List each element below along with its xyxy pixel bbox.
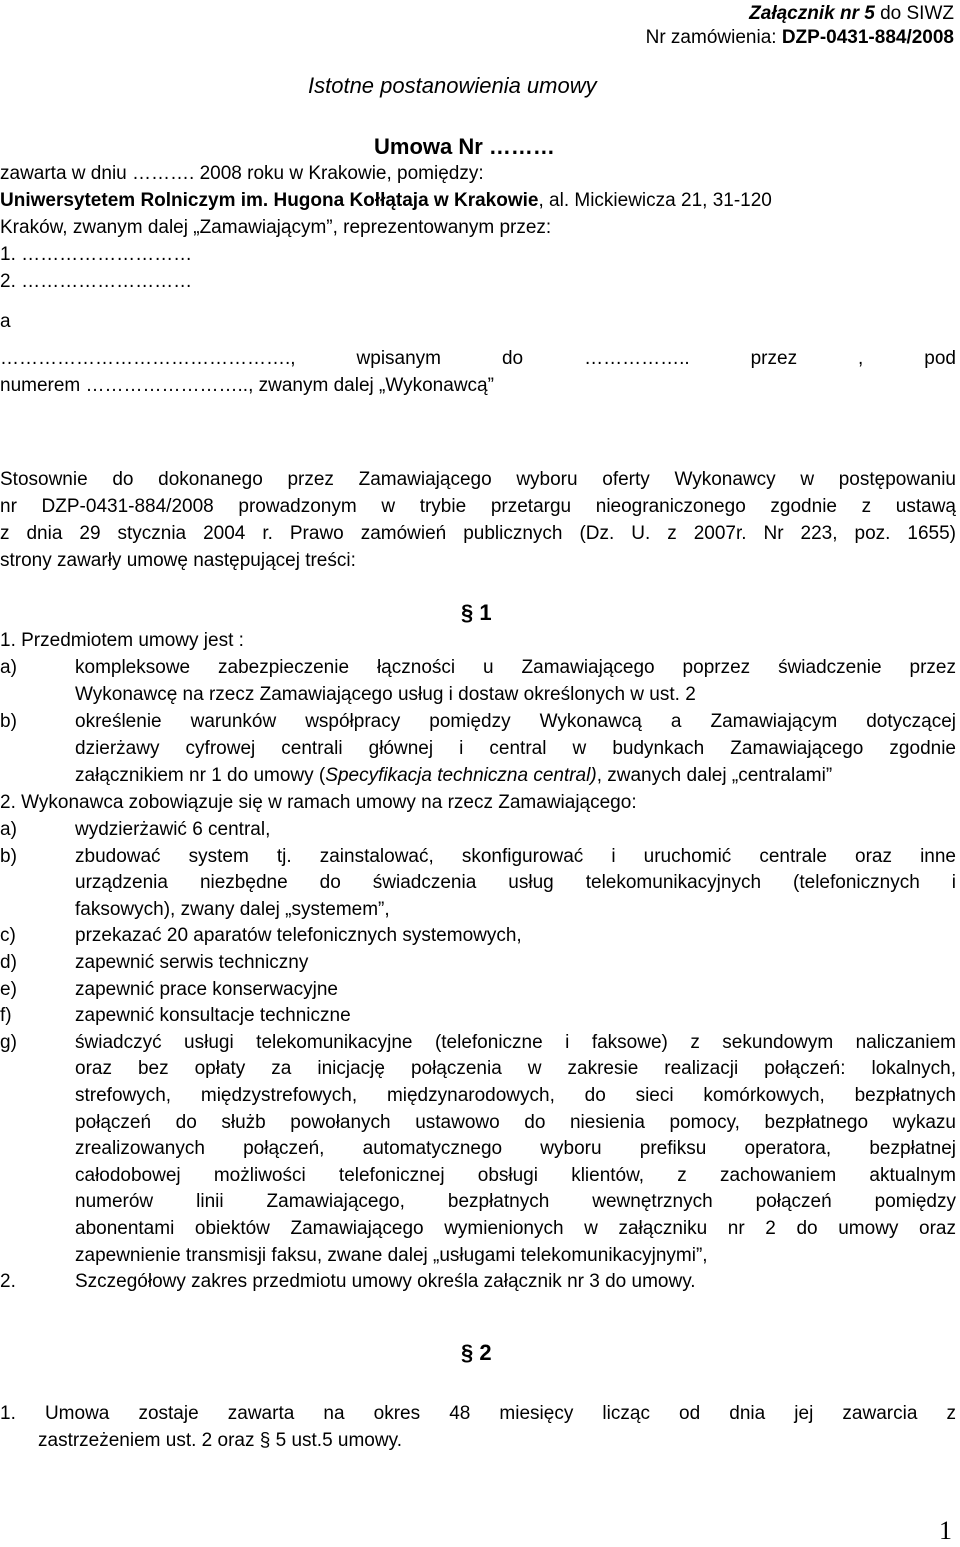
s1-item-b-text-2: dzierżawy cyfrowej centrali głównej i central w budynkach Zamawiającego zgodnie (75, 738, 956, 759)
order-number-header (646, 26, 954, 50)
document-title: Istotne postanowienia umowy (308, 73, 597, 98)
s1-list-item-line (0, 1055, 956, 1082)
s1-list-item-line (0, 1082, 956, 1109)
s1-list-item-line (0, 1109, 956, 1136)
order-number-label: Nr zamówienia: (645, 27, 782, 48)
intro-line-3: Kraków, zwanym dalej „Zamawiającym”, reprezentowanym przez: (0, 217, 552, 238)
s1-list-item-text: wydzierżawić 6 central, (75, 819, 271, 840)
s1-item-b-label: b) (0, 711, 17, 732)
s1-list-item-text: strefowych, międzystrefowych, międzynarodowych, do sieci komórkowych, bezpłatnych (75, 1085, 956, 1106)
s1-list-item-text: abonentami obiektów Zamawiającego wymienionych w załączniku nr 2 do umowy oraz (75, 1218, 956, 1239)
s1-point-1: 1. Przedmiotem umowy jest : (0, 630, 244, 651)
intro-line-5: 2. ……………………… (0, 271, 193, 292)
intro-line-2 (0, 187, 956, 214)
university-address: , al. Mickiewicza 21, 31-120 (538, 190, 772, 211)
s1-item-a-line-2 (0, 681, 956, 708)
s1-item-b-pre: załącznikiem nr 1 do umowy ( (75, 765, 326, 786)
s1-list-item-line (0, 869, 956, 896)
s1-list-item-label: b) (0, 846, 17, 867)
s1-list-item-line (0, 1268, 956, 1295)
s1-item-a-text-1: kompleksowe zabezpieczenie łączności u Zamawiającego poprzez świadczenie przez (75, 657, 956, 678)
s1-list-item-line (0, 1029, 956, 1056)
s1-list-item-label: f) (0, 1005, 12, 1026)
order-number-value: DZP-0431-884/2008 (781, 27, 954, 48)
section-1-heading: § 1 (461, 600, 492, 625)
s1-list-item-line (0, 1002, 956, 1029)
s1-item-b-line-2 (0, 735, 956, 762)
intro-line-7: ………………………………………., wpisanym do …………….. przez , pod (0, 348, 956, 369)
s1-list-item-text: oraz bez opłaty za inicjację połączenia w zakresie realizacji połączeń: lokalnych, (75, 1058, 956, 1079)
s1-list-item-text: urządzenia niezbędne do świadczenia usług telekomunikacyjnych (telefonicznych i (75, 872, 956, 893)
attachment-label: Załącznik nr 5 (749, 3, 875, 24)
s1-list-item-text: zapewnić konsultacje techniczne (75, 1005, 351, 1026)
s2-point-1-line-1: 1. Umowa zostaje zawarta na okres 48 miesięcy licząc od dnia jej zawarcia z (0, 1403, 956, 1424)
page-number: 1 (939, 1516, 952, 1545)
preamble-line-2: nr DZP-0431-884/2008 prowadzonym w trybie przetargu nieograniczonego zgodnie z ustawą (0, 496, 956, 517)
s1-list-item-line (0, 922, 956, 949)
preamble-line-1: Stosownie do dokonanego przez Zamawiającego wyboru oferty Wykonawcy w postępowaniu (0, 469, 956, 490)
s1-list-item-text: zapewnić prace konserwacyjne (75, 979, 338, 1000)
intro-line-4: 1. ……………………… (0, 244, 193, 265)
s1-list-item-line (0, 896, 956, 923)
s1-item-b-line-1 (0, 708, 956, 735)
s1-list-item-text: faksowych), zwany dalej „systemem”, (75, 899, 390, 920)
s1-list-item-text: całodobowej możliwości telefonicznej obsługi klientów, z zachowaniem aktualnym (75, 1165, 956, 1186)
s1-list-item-text: przekazać 20 aparatów telefonicznych systemowych, (75, 925, 522, 946)
intro-line-6: a (0, 311, 11, 332)
s1-item-b-post: , zwanych dalej „centralami” (596, 765, 833, 786)
intro-line-8: numerem …………………….., zwanym dalej „Wykonawcą” (0, 375, 494, 396)
spec-reference: Specyfikacja techniczna central) (325, 765, 597, 786)
s1-list-item-text: numerów linii Zamawiającego, bezpłatnych wewnętrznych połączeń pomiędzy (75, 1191, 956, 1212)
s1-list-item-line (0, 1242, 956, 1269)
s1-list-item-line (0, 1135, 956, 1162)
s1-item-b-line-3 (0, 762, 956, 789)
s2-point-1-line-2: zastrzeżeniem ust. 2 oraz § 5 ust.5 umowy. (38, 1430, 402, 1451)
s1-list-item-line (0, 1215, 956, 1242)
s1-list-item-line (0, 1188, 956, 1215)
attachment-header (749, 2, 954, 26)
s1-list-item-text: Szczegółowy zakres przedmiotu umowy określa załącznik nr 3 do umowy. (75, 1271, 696, 1292)
s1-item-b-text-3 (75, 762, 956, 789)
s1-list-item-text: zapewnienie transmisji faksu, zwane dalej „usługami telekomunikacyjnymi”, (75, 1245, 708, 1266)
preamble-line-4: strony zawarły umowę następującej treści: (0, 550, 356, 571)
s1-point-2: 2. Wykonawca zobowiązuje się w ramach umowy na rzecz Zamawiającego: (0, 792, 637, 813)
s1-list-item-text: zapewnić serwis techniczny (75, 952, 309, 973)
s1-list-item-line (0, 949, 956, 976)
section-2-heading: § 2 (461, 1340, 492, 1365)
s1-list-item-line (0, 843, 956, 870)
s1-list-item-label: e) (0, 979, 17, 1000)
s1-list-item-line (0, 1162, 956, 1189)
preamble-line-3: z dnia 29 stycznia 2004 r. Prawo zamówień publicznych (Dz. U. z 2007r. Nr 223, poz. 1655) (0, 523, 956, 544)
s1-list-item-label: c) (0, 925, 16, 946)
s1-item-b-text-1: określenie warunków współpracy pomiędzy Wykonawcą a Zamawiającym dotyczącej (75, 711, 956, 732)
university-name: Uniwersytetem Rolniczym im. Hugona Kołłątaja w Krakowie (0, 190, 539, 211)
s1-list-item-line (0, 976, 956, 1003)
s1-item-a-text-2: Wykonawcę na rzecz Zamawiającego usług i dostaw określonych w ust. 2 (75, 684, 696, 705)
attachment-suffix: do SIWZ (874, 3, 954, 24)
s1-item-a-label: a) (0, 657, 17, 678)
s1-list-item-label: d) (0, 952, 17, 973)
s1-item-a-line-1 (0, 654, 956, 681)
s1-list-item-label: 2. (0, 1271, 16, 1292)
s1-list-item-text: zrealizowanych połączeń, automatycznego wyboru prefiksu operatora, bezpłatnej (75, 1138, 956, 1159)
s1-list-item-label: g) (0, 1032, 17, 1053)
s1-list-item-text: zbudować system tj. zainstalować, skonfigurować i uruchomić centrale oraz inne (75, 846, 956, 867)
intro-line-1: zawarta w dniu ………. 2008 roku w Krakowie, pomiędzy: (0, 163, 484, 184)
s1-list-item-label: a) (0, 819, 17, 840)
s1-list-item-text: świadczyć usługi telekomunikacyjne (telefoniczne i faksowe) z sekundowym naliczaniem (75, 1032, 956, 1053)
contract-title: Umowa Nr ……… (374, 134, 555, 159)
s1-list-item-text: połączeń do służb powołanych ustawowo do niesienia pomocy, bezpłatnego wykazu (75, 1112, 956, 1133)
s1-list-item-line (0, 816, 956, 843)
